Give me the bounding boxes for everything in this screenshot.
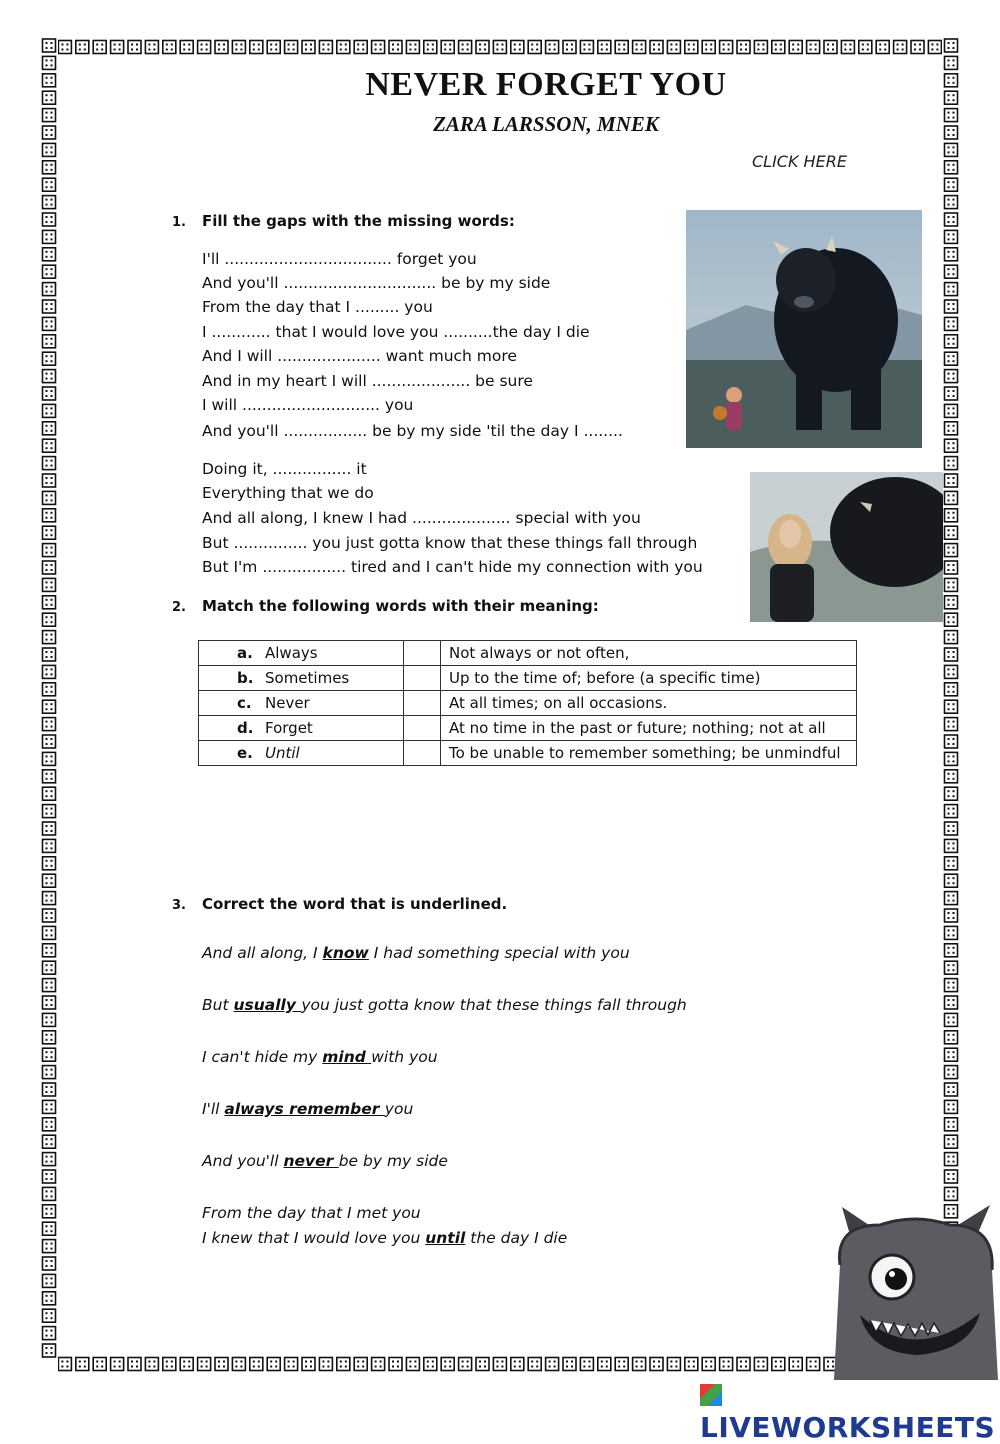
lyric-line: Everything that we do (202, 484, 374, 502)
sentence-text: you (384, 1100, 414, 1118)
logo-icon (700, 1384, 722, 1406)
sentence-text: I can't hide my (202, 1048, 323, 1066)
word-cell (199, 716, 404, 741)
row-letter: c. (237, 694, 252, 712)
row-letter: b. (237, 669, 254, 687)
answer-cell[interactable] (404, 741, 441, 766)
section-1-heading (172, 212, 515, 230)
decorative-border-bottom (40, 1355, 960, 1373)
row-letter: e. (237, 744, 253, 762)
table-row (199, 741, 857, 766)
sentence-text: you just gotta know that these things fall through (301, 996, 687, 1014)
lyric-line: I will ............................ you (202, 396, 414, 414)
lyric-line: From the day that I ......... you (202, 298, 433, 316)
answer-cell[interactable] (404, 716, 441, 741)
sentence-1 (202, 944, 630, 962)
row-word: Never (265, 694, 310, 712)
sentence-3 (202, 1048, 438, 1066)
table-row (199, 716, 857, 741)
answer-cell[interactable] (404, 641, 441, 666)
decorative-border-right (942, 38, 960, 1373)
lyric-line: And I will ..................... want much more (202, 347, 517, 365)
girl-monster-photo (750, 472, 943, 622)
cartoon-monster-illustration (830, 1205, 1000, 1380)
meaning-cell: To be unable to remember something; be unmindful (441, 741, 857, 766)
section-number: 1. (172, 215, 186, 230)
sentence-text: But (202, 996, 234, 1014)
word-cell (199, 666, 404, 691)
row-word: Sometimes (265, 669, 350, 687)
sentence-text: And all along, I (202, 944, 323, 962)
lyric-line: I'll .................................. forget you (202, 250, 477, 268)
page-title: NEVER FORGET YOU (365, 66, 727, 103)
section-number: 2. (172, 600, 186, 615)
sentence-4 (202, 1100, 413, 1118)
underlined-word[interactable]: mind (322, 1048, 372, 1066)
row-word: Always (265, 644, 318, 662)
sentence-7 (202, 1229, 567, 1247)
section-3-heading (172, 895, 507, 913)
decorative-border-left (40, 38, 58, 1373)
page-subtitle: ZARA LARSSON, MNEK (433, 112, 659, 136)
row-word: Forget (265, 719, 313, 737)
match-table (198, 640, 857, 766)
underlined-word[interactable]: always remember (224, 1100, 385, 1118)
sentence-text: I knew that I would love you (202, 1229, 426, 1247)
sentence-6: From the day that I met you (202, 1204, 421, 1222)
sentence-text: be by my side (338, 1152, 448, 1170)
monster-child-photo (686, 210, 922, 448)
word-cell (199, 691, 404, 716)
decorative-border-top (40, 38, 960, 56)
logo-text: LIVEWORKSHEETS (700, 1411, 996, 1444)
meaning-cell: Up to the time of; before (a specific time) (441, 666, 857, 691)
row-letter: a. (237, 644, 253, 662)
liveworksheets-logo (700, 1378, 1000, 1444)
section-heading-text: Fill the gaps with the missing words: (202, 212, 515, 230)
lyric-line: And in my heart I will .................... be sure (202, 372, 533, 390)
sentence-text: And you'll (202, 1152, 284, 1170)
lyric-line: But ............... you just gotta know that these things fall through (202, 534, 698, 552)
meaning-cell: At no time in the past or future; nothing; not at all (441, 716, 857, 741)
sentence-text: the day I die (465, 1229, 568, 1247)
lyric-line: But I'm ................. tired and I can't hide my connection with you (202, 558, 703, 576)
lyric-line: And you'll ............................... be by my side (202, 274, 551, 292)
meaning-cell: Not always or not often, (441, 641, 857, 666)
sentence-5 (202, 1152, 448, 1170)
lyric-line: And you'll ................. be by my side 'til the day I ........ (202, 422, 623, 440)
underlined-word[interactable]: know (322, 944, 369, 962)
lyric-line: I ............ that I would love you ..........the day I die (202, 323, 590, 341)
row-letter: d. (237, 719, 254, 737)
word-cell (199, 741, 404, 766)
table-row (199, 666, 857, 691)
answer-cell[interactable] (404, 691, 441, 716)
meaning-cell: At all times; on all occasions. (441, 691, 857, 716)
section-number: 3. (172, 898, 186, 913)
sentence-text: I had something special with you (368, 944, 630, 962)
word-cell (199, 641, 404, 666)
underlined-word[interactable]: usually (233, 996, 302, 1014)
lyric-line: Doing it, ................ it (202, 460, 367, 478)
sentence-text: with you (371, 1048, 438, 1066)
sentence-text: I'll (202, 1100, 225, 1118)
sentence-2 (202, 996, 687, 1014)
lyric-line: And all along, I knew I had .................... special with you (202, 509, 641, 527)
section-heading-text: Correct the word that is underlined. (202, 895, 508, 913)
click-here-link[interactable]: CLICK HERE (752, 152, 847, 171)
underlined-word[interactable]: never (283, 1152, 339, 1170)
answer-cell[interactable] (404, 666, 441, 691)
table-row (199, 691, 857, 716)
section-2-heading (172, 597, 599, 615)
row-word: Until (265, 744, 300, 762)
underlined-word[interactable]: until (425, 1229, 466, 1247)
table-row (199, 641, 857, 666)
section-heading-text: Match the following words with their meaning: (202, 597, 599, 615)
